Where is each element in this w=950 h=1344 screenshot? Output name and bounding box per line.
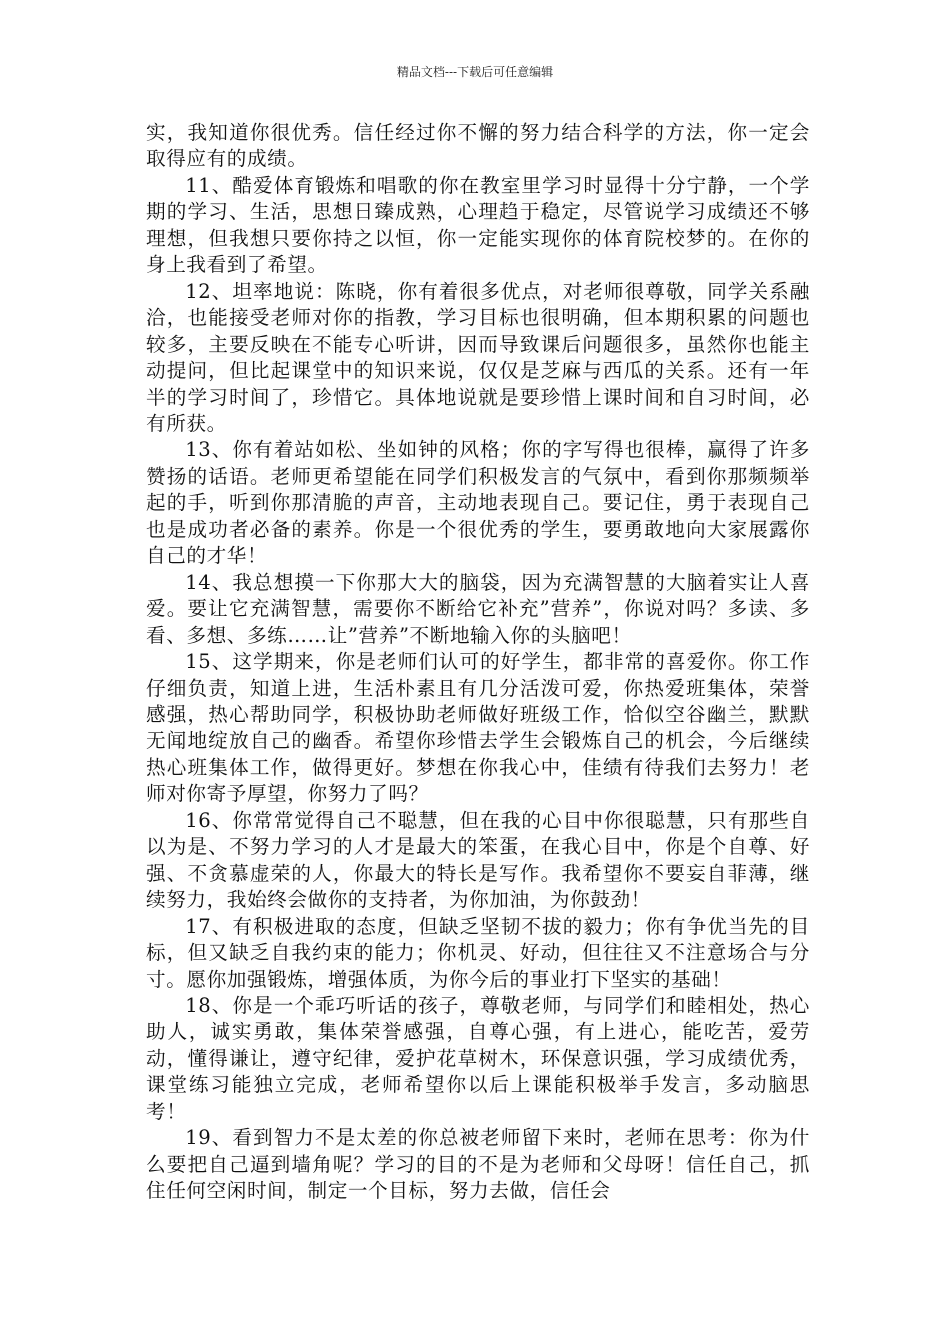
paragraph-17: 17、有积极进取的态度，但缺乏坚韧不拔的毅力；你有争优当先的目标，但又缺乏自我约束的能力；你机灵、好动，但往往又不注意场合与分寸。愿你加强锻炼，增强体质，为你今后的事业打下坚实的基础！ bbox=[146, 914, 810, 991]
paragraph-14: 14、我总想摸一下你那大大的脑袋，因为充满智慧的大脑着实让人喜爱。要让它充满智慧，需要你不断给它补充”营养”，你说对吗？多读、多看、多想、多练……让”营养”不断地输入你的头脑吧！ bbox=[146, 570, 810, 647]
document-body bbox=[146, 120, 810, 1205]
paragraph-19: 19、看到智力不是太差的你总被老师留下来时，老师在思考：你为什么要把自己逼到墙角呢？学习的目的不是为老师和父母呀！信任自己，抓住任何空闲时间，制定一个目标，努力去做，信任会 bbox=[146, 1126, 810, 1203]
paragraph-13: 13、你有着站如松、坐如钟的风格；你的字写得也很棒，赢得了许多赞扬的话语。老师更希望能在同学们积极发言的气氛中，看到你那频频举起的手，听到你那清脆的声音，主动地表现自己。要记住，勇于表现自己也是成功者必备的素养。你是一个很优秀的学生，要勇敢地向大家展露你自己的才华！ bbox=[146, 438, 810, 568]
page-header: 精品文档---下载后可任意编辑 bbox=[396, 65, 554, 79]
paragraph-18: 18、你是一个乖巧听话的孩子，尊敬老师，与同学们和睦相处，热心助人，诚实勇敢，集体荣誉感强，自尊心强，有上进心，能吃苦，爱劳动，懂得谦让，遵守纪律，爱护花草树木，环保意识强，学习成绩优秀，课堂练习能独立完成，老师希望你以后上课能积极举手发言，多动脑思考！ bbox=[146, 993, 810, 1123]
paragraph-16: 16、你常常觉得自己不聪慧，但在我的心目中你很聪慧，只有那些自以为是、不努力学习的人才是最大的笨蛋，在我心目中，你是个自尊、好强、不贪慕虚荣的人，你最大的特长是写作。我希望你不要妄自菲薄，继续努力，我始终会做你的支持者，为你加油，为你鼓劲！ bbox=[146, 808, 810, 912]
paragraph-12: 12、坦率地说：陈晓，你有着很多优点，对老师很尊敬，同学关系融洽，也能接受老师对你的指教，学习目标也很明确，但本期积累的问题也较多，主要反映在不能专心听讲，因而导致课后问题很多，虽然你也能主动提问，但比起课堂中的知识来说，仅仅是芝麻与西瓜的关系。还有一年半的学习时间了，珍惜它。具体地说就是要珍惜上课时间和自习时间，必有所获。 bbox=[146, 279, 810, 435]
paragraph-11: 11、酷爱体育锻炼和唱歌的你在教室里学习时显得十分宁静，一个学期的学习、生活，思想日臻成熟，心理趋于稳定，尽管说学习成绩还不够理想，但我想只要你持之以恒，你一定能实现你的体育院校梦的。在你的身上我看到了希望。 bbox=[146, 173, 810, 277]
paragraph-continued: 实，我知道你很优秀。信任经过你不懈的努力结合科学的方法，你一定会取得应有的成绩。 bbox=[146, 121, 810, 171]
paragraph-15: 15、这学期来，你是老师们认可的好学生，都非常的喜爱你。你工作仔细负责，知道上进，生活朴素且有几分活泼可爱，你热爱班集体，荣誉感强，热心帮助同学，积极协助老师做好班级工作，恰似空谷幽兰，默默无闻地绽放自己的幽香。希望你珍惜去学生会锻炼自己的机会，今后继续热心班集体工作，做得更好。梦想在你我心中，佳绩有待我们去努力！老师对你寄予厚望，你努力了吗？ bbox=[146, 650, 810, 806]
